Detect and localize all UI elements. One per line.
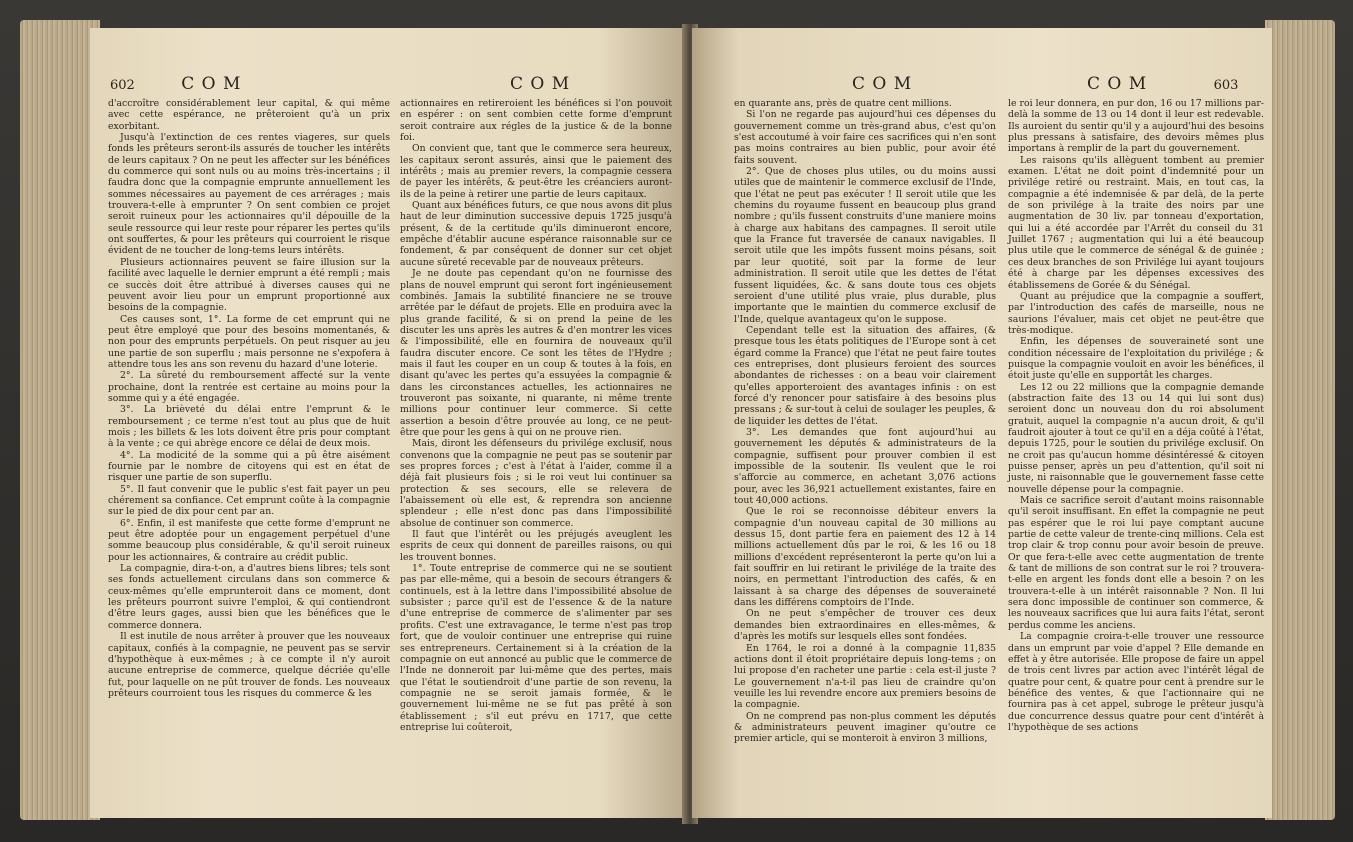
paragraph: Enfin, les dépenses de souveraineté sont une condition nécessaire de l'exploitation du privilége ; & puisque la compagnie vouloit en avoir les bénéfices, il étoit juste qu'elle en supportât les charges. bbox=[1008, 336, 1264, 382]
paragraph: Cependant telle est la situation des affaires, (& presque tous les états politiques de l'Europe sont à cet égard comme la France) que l'état ne peut faire toutes ces entreprises, dont plusieurs feroient des sources abondantes de richesses : on a beau voir clairement qu'elles apporteroient des avantages infinis : on est forcé d'y renoncer pour satisfaire à des besoins plus pressans ; & sur-tout à celui de soulager les peuples, & de liquider les dettes de l'état. bbox=[734, 324, 996, 427]
paragraph: Quant aux bénéfices futurs, ce que nous avons dit plus haut de leur diminution successive depuis 1725 jusqu'à présent, & de la certitude qu'ils diminueront encore, empêche d'établir aucune espérance raisonnable sur ce fondement, & par conséquent de donner sur cet objet aucune sûreté recevable par de nouveaux prêteurs. bbox=[400, 200, 672, 268]
paragraph: Je ne doute pas cependant qu'on ne fournisse des plans de nouvel emprunt qui seront fort ingénieusement combinés. Jamais la subtilité financiere ne se trouve arrêtée par le défaut de projets. Elle en produira avec la plus grande facilité, & si on prend la peine de les discuter les uns après les autres & d'en montrer les vices & l'impossibilité, elle en fournira de nouveaux qu'il faudra discuter encore. Ce sont les têtes de l'Hydre ; mais il faut les couper en un coup & toutes à la fois, en disant qu'avec les pertes qu'a essuyées la compagnie & dans les circonstances actuelles, les actionnaires ne trouveront pas soixante, ni quarante, ni même trente millions pour continuer leur commerce. Si cette assertion a besoin d'être prouvée au long, ce ne peut-être que pour les gens à qui on ne prouve rien. bbox=[400, 268, 672, 438]
paragraph: La compagnie croira-t-elle trouver une ressource dans un emprunt par voie d'appel ? Elle demande en effet à y être autorisée. Elle propose de faire un appel de trois cent livres par action avec l'intérêt légal de quatre pour cent, & quatre pour cent à prendre sur le bénéfice des ventes, & que l'actionnaire qui ne fournira pas à cet appel, subroge le prêteur jusqu'à due concurrence dessus quatre pour cent d'intérêt à l'hypothèque de ses actions bbox=[1008, 631, 1264, 733]
page-edges-left bbox=[20, 20, 100, 820]
paragraph: 6°. Enfin, il est manifeste que cette forme d'emprunt ne peut être adoptée pour un engagement perpétuel d'une somme beaucoup plus considérable, & qu'il seroit ruineux pour les actionnaires, & contraire au crédit public. bbox=[108, 517, 390, 563]
paragraph: Il faut que l'intérêt ou les préjugés aveuglent les esprits de ceux qui donnent de pareilles raisons, ou qui les trouvent bonnes. bbox=[400, 529, 672, 563]
paragraph: actionnaires en retireroient les bénéfices si l'on pouvoit en espérer : on sent combien cette forme d'emprunt seroit contraire aux régles de la justice & de la bonne foi. bbox=[400, 98, 672, 144]
paragraph: Quant au préjudice que la compagnie a souffert, par l'introduction des cafés de marseille, nous ne saurions l'évaluer, mais cet objet ne peut-être que très-modique. bbox=[1008, 290, 1264, 336]
paragraph: Jusqu'à l'extinction de ces rentes viageres, sur quels fonds les prêteurs seront-ils assurés de toucher les intérêts de leurs capitaux ? On ne peut les affecter sur les bénéfices du commerce qui sont nuls ou au moins très-incertains ; il faudra donc que la compagnie emprunte annuellement les sommes nécessaires au payement de ces arrérages ; mais trouvera-t-elle à emprunter ? On sent combien ce projet seroit ruineux pour les actionnaires qu'il dépouille de la seule ressource qui leur reste pour réparer les pertes qu'ils ont souffertes, & pour les prêteurs qui courroient le risque évident de ne toucher de long-tems leurs intérêts. bbox=[108, 132, 390, 257]
paragraph: 5°. Il faut convenir que le public s'est fait payer un peu chérement sa confiance. Cet emprunt coûte à la compagnie sur le pied de dix pour cent par an. bbox=[108, 483, 390, 518]
right-running-head-1: C O M bbox=[852, 74, 913, 94]
paragraph: Mais, diront les défenseurs du privilége exclusif, nous convenons que la compagnie ne peut pas se soutenir par ses propres forces ; c'est à l'état à l'aider, comme il a déjà fait plusieurs fois ; si le roi veut lui continuer sa protection & ses secours, elle se relevera de l'abaissement où elle est, & reprendra son ancienne splendeur ; elle n'est donc pas dans l'impossibilité absolue de continuer son commerce. bbox=[400, 438, 672, 529]
paragraph: 4°. La modicité de la somme qui a pû être aisément fournie par le nombre de citoyens qui est en état de risquer une partie de son superflu. bbox=[108, 449, 390, 484]
paragraph: La compagnie, dira-t-on, a d'autres biens libres; tels sont ses fonds actuellement circulans dans son commerce & ceux-mêmes qu'elle emprunteroit dans ce moment, dont les prêteurs pourront suivre l'emploi, & qui contiendront d'être leurs gages, aussi bien que les bénéfices que le commerce donnera. bbox=[108, 563, 390, 631]
paragraph: On convient que, tant que le commerce sera heureux, les capitaux seront assurés, ainsi que le paiement des intérêts ; mais au premier revers, la compagnie cessera de payer les intérêts, & peut-être les créanciers auront-ils de la peine à retirer une partie de leurs capitaux. bbox=[400, 143, 672, 200]
left-running-head-1: C O M bbox=[181, 74, 242, 94]
left-page bbox=[90, 28, 688, 818]
left-running-head-2: C O M bbox=[510, 74, 571, 94]
paragraph: 3°. La brièveté du délai entre l'emprunt & le remboursement ; ce terme n'est tout au plus que de huit mois ; les billets & les lots doivent être pris pour comptant à la vente ; ce qui abrège encore ce délai de deux mois. bbox=[108, 404, 390, 450]
right-page bbox=[692, 28, 1272, 818]
left-page-header bbox=[110, 74, 241, 94]
right-page-column-2 bbox=[1008, 98, 1264, 733]
left-page-column-1 bbox=[108, 98, 390, 699]
paragraph: Mais ce sacrifice seroit d'autant moins raisonnable qu'il seroit insuffisant. En effet la compagnie ne peut pas espérer que le roi lui paye comptant aucune partie de cette valeur de trente-cinq millions. Cela est trop clair & trop connu pour avoir besoin de preuve. Or que fera-t-elle avec cette augmentation de trente & tant de millions de son contrat sur le roi ? trouvera-t-elle en argent les fonds dont elle a besoin ? on les trouvera-t-elle à un intérêt raisonnable ? Non. Il lui sera donc impossible de continuer son commerce, & les nouveaux sacrifices que lui aura faits l'état, seront perdus comme les anciens. bbox=[1008, 495, 1264, 631]
paragraph: Si l'on ne regarde pas aujourd'hui ces dépenses du gouvernement comme un très-grand abus, c'est qu'on s'est accoutumé à voir faire ces sacrifices qui n'en sont pas moins contraires au bien public, pour avoir été faits souvent. bbox=[734, 109, 996, 166]
paragraph: le roi leur donnera, en pur don, 16 ou 17 millions par-delà la somme de 13 ou 14 dont il leur est redevable. Ils auroient du sentir qu'il y a aujourd'hui des besoins plus pressans à satisfaire, des devoirs mêmes plus importans à remplir de la part du gouvernement. bbox=[1008, 98, 1264, 155]
right-running-head-2: C O M bbox=[1087, 74, 1148, 94]
page-edges-right bbox=[1265, 20, 1335, 820]
paragraph: 2°. La sûreté du remboursement affecté sur la vente prochaine, dont la rentrée est certaine au moins pour la somme qui y a été engagée. bbox=[108, 370, 390, 404]
right-page-column-1 bbox=[734, 98, 996, 745]
paragraph: On ne peut s'empêcher de trouver ces deux demandes bien extraordinaires en elles-mêmes, & d'après les motifs sur lesquels elles sont fondées. bbox=[734, 608, 996, 643]
paragraph: en quarante ans, près de quatre cent millions. bbox=[734, 98, 952, 109]
right-page-header bbox=[1087, 74, 1238, 94]
paragraph: Plusieurs actionnaires peuvent se faire illusion sur la facilité avec laquelle le dernier emprunt a été rempli ; mais ce succès doit être attribué à diverses causes qui ne peuvent avoir lieu pour un emprunt proportionné aux besoins de la compagnie. bbox=[108, 256, 390, 314]
paragraph: 2°. Que de choses plus utiles, ou du moins aussi utiles que de maintenir le commerce exclusif de l'Inde, que l'état ne peut pas exécuter ! Il seroit utile que les chemins du royaume fussent en beaucoup plus grand nombre ; qu'ils fussent construits d'une maniere moins à charge aux habitans des campagnes. Il seroit utile que la France fut traversée de canaux navigables. Il seroit utile que les impôts fussent moins pésans, soit par leur quotité, soit par la forme de leur administration. Il seroit utile que les dettes de l'état fussent liquidées, &c. & sans doute tous ces objets seroient d'une utilité plus vraie, plus durable, plus importante que le maintien du commerce exclusif de l'Inde, quelque avantageux qu'on le suppose. bbox=[734, 166, 996, 325]
paragraph: 3°. Les demandes que font aujourd'hui au gouvernement les députés & administrateurs de la compagnie, suffisent pour prouver combien il est impossible de la soutenir. Ils veulent que le roi s'afforcie au commerce, en achetant 3,076 actions pour, avec les 36,921 actuellement existantes, faire en tout 40,000 actions. bbox=[734, 426, 996, 507]
paragraph: Les raisons qu'ils allèguent tombent au premier examen. L'état ne doit point d'indemnité pour un privilége retiré ou restraint. Mais, en tout cas, la compagnie a été indemnisée & par delà, de la perte de son privilége à la traite des noirs par une augmentation de 30 liv. par tonneau d'exportation, qui lui a été accordée par l'Arrêt du conseil du 31 Juillet 1767 ; augmentation qui lui a été beaucoup plus utile que le commerce de sénégal & de guinée ; ces deux branches de son Privilége lui ayant toujours été à charge par les dépenses excessives des établissemens de Gorée & du Sénégal. bbox=[1008, 154, 1264, 291]
paragraph: Que le roi se reconnoisse débiteur envers la compagnie d'un nouveau capital de 30 millions au dessus 15, dont partie fera en paiement des 12 à 14 millions actuellement dûs par le roi, & les 16 ou 18 millions d'excédent représenteront la perte qu'on lui a fait souffrir en lui retirant le privilége de la traite des noirs, en permettant l'introduction des cafés, & en laissant à sa charge des dépenses de souveraineté dans les différens comptoirs de l'Inde. bbox=[734, 506, 996, 609]
paragraph: On ne comprend pas non-plus comment les députés & administrateurs peuvent imaginer qu'outre ce premier article, qui se monteroit à environ 3 millions, bbox=[734, 710, 996, 745]
paragraph: 1°. Toute entreprise de commerce qui ne se soutient pas par elle-même, qui a besoin de secours étrangers & continuels, est à la lettre dans l'impossibilité absolue de subsister ; parce qu'il est de l'essence & de la nature d'une entreprise de commerce de s'alimenter par ses profits. C'est une extravagance, le terme n'est pas trop fort, que de vouloir continuer une entreprise qui ruine ses entrepreneurs. Certainement si à la création de la compagnie on eut annoncé au public que le commerce de l'Inde ne donneroit par lui-même que des pertes, mais que l'état le soutiendroit d'une partie de son revenu, la compagnie ne se seroit jamais formée, & le gouvernement lui-même ne se fut pas prêté à son établissement ; s'il eut prévu en 1717, que cette entreprise lui coûteroit, bbox=[400, 563, 672, 733]
paragraph: Ces causes sont, 1°. La forme de cet emprunt qui ne peut être employé que pour des besoins momentanés, & non pour des emprunts perpétuels. On peut risquer au jeu une partie de son superflu ; mais personne ne s'expofera à attendre tous les ans son revenu du hazard d'une loterie. bbox=[108, 313, 390, 370]
paragraph: Les 12 ou 22 millions que la compagnie demande (abstraction faite des 13 ou 14 qui lui sont dus) seroient donc un nouveau don du roi absolument gratuit, auquel la compagnie n'a aucun droit, & qu'il faudroit ajouter à tout ce qu'il en a déja coûté à l'état, depuis 1725, pour le soutien du privilége exclusif. On ne croit pas qu'aucun homme désintéressé & citoyen puisse penser, après un peu d'attention, qu'il soit ni juste, ni raisonnable que le gouvernement fasse cette nouvelle dépense pour la compagnie. bbox=[1008, 381, 1264, 495]
paragraph: En 1764, le roi a donné à la compagnie 11,835 actions dont il étoit propriétaire depuis long-tems ; on lui propose d'en racheter une partie : cela est-il juste ? Le gouvernement n'a-t-il pas lieu de craindre qu'on veuille les lui revendre encore aux premiers besoins de la compagnie. bbox=[734, 642, 996, 711]
right-page-number: 603 bbox=[1213, 78, 1239, 93]
left-page-column-2 bbox=[400, 98, 672, 733]
paragraph: d'accroître considérablement leur capital, & qui même avec cette espérance, ne prêteroient qu'à un prix exorbitant. bbox=[108, 98, 390, 132]
left-page-number: 602 bbox=[110, 78, 135, 93]
paragraph: Il est inutile de nous arrêter à prouver que les nouveaux capitaux, confiés à la compagnie, ne peuvent pas se servir d'hypothèque à eux-mêmes ; à ce compte il n'y auroit aucune entreprise de commerce, quelque décriée qu'elle fut, pour laquelle on ne pût trouver de fonds. Les nouveaux prêteurs courroient tous les risques du commerce & les bbox=[108, 631, 390, 699]
